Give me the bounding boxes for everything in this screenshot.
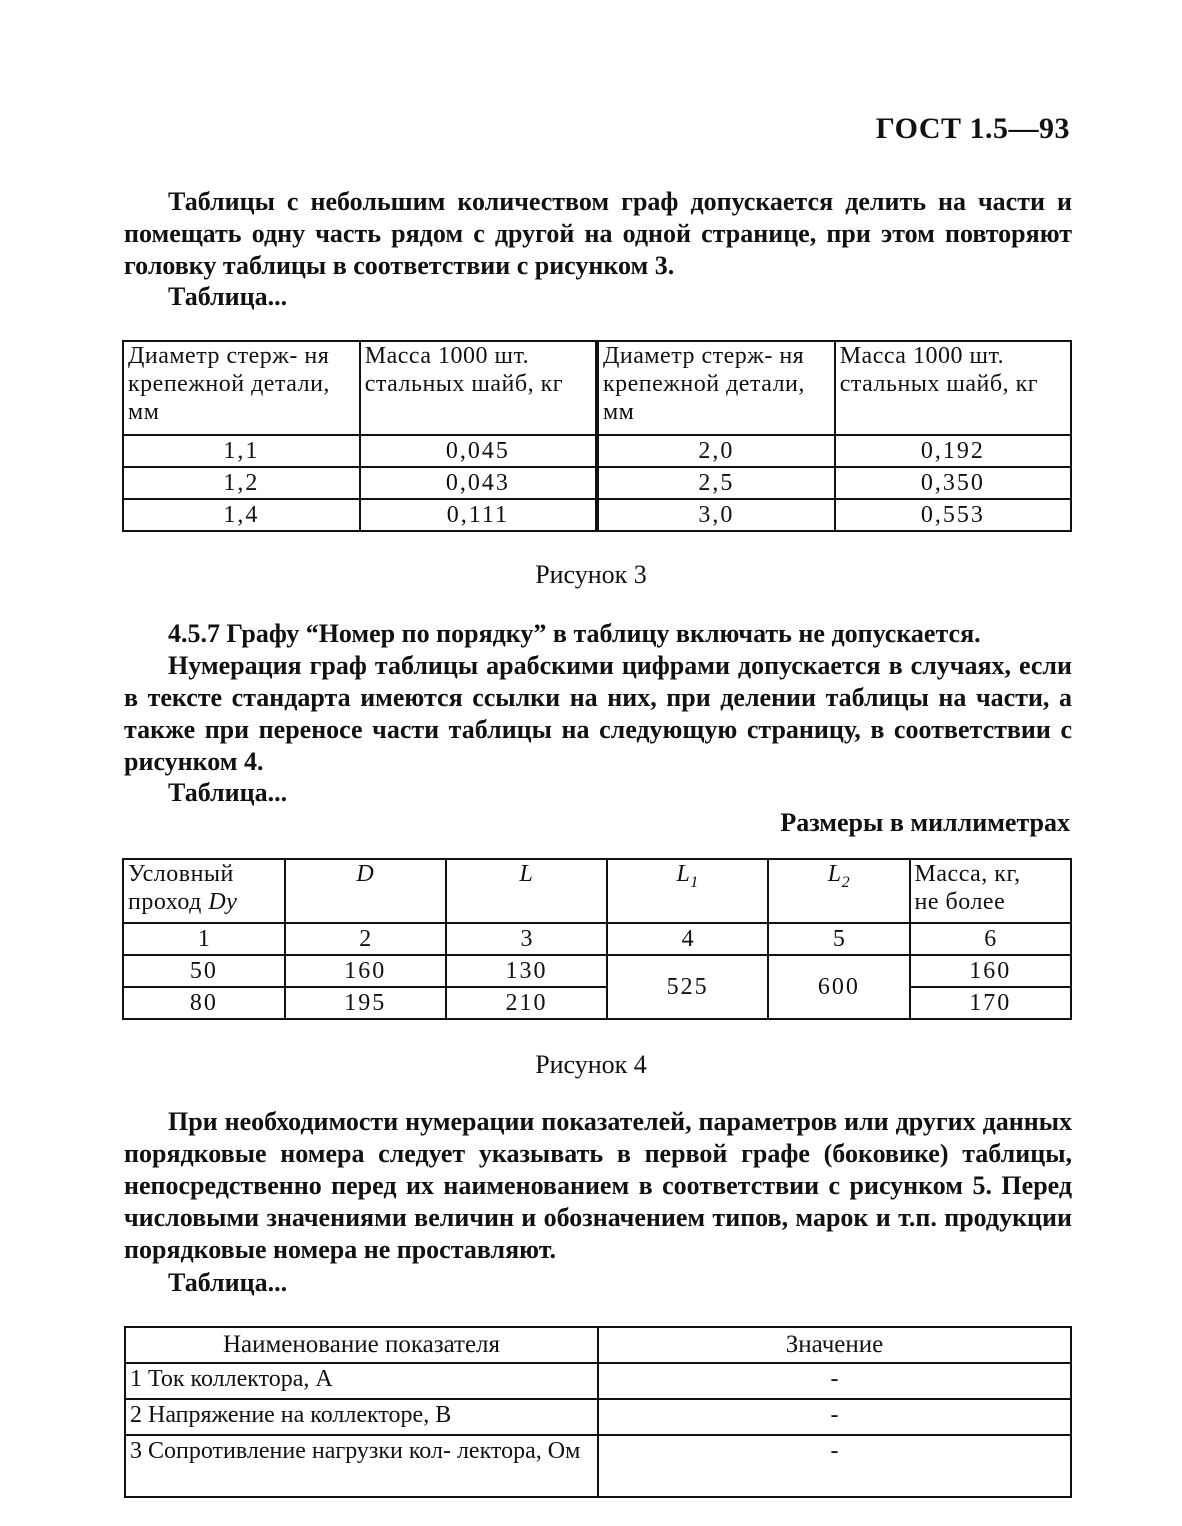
table-label: Таблица...	[168, 282, 288, 311]
table-row	[123, 435, 1071, 467]
table-cell: 1,2	[123, 467, 360, 499]
table-cell: -	[598, 1435, 1071, 1497]
table-cell: 160	[285, 955, 446, 987]
table-row	[123, 955, 1071, 987]
units-note: Размеры в миллиметрах	[780, 808, 1070, 837]
washer-mass-table	[122, 340, 1072, 532]
table-cell: 3 Сопротивление нагрузки кол- лектора, Ом	[125, 1435, 598, 1497]
paragraph-tables-division: Таблицы с небольшим количеством граф допускается делить на части и помещать одну часть рядом с другой на одной странице, при этом повторяют головку таблицы в соответствии с рисунком 3.	[124, 187, 1072, 280]
table-row	[125, 1363, 1071, 1399]
column-number: 3	[446, 923, 607, 955]
paragraph-row-numbering: При необходимости нумерации показателей, параметров или других данных порядковые номера следует указывать в первой графе (боковике) таблицы, непосредственно перед их наименованием в соответствии с рисунком 5. Перед числовыми значениями величин и обозначением типов, марок и т.п. продукции порядковые номера не проставляют.	[124, 1107, 1072, 1264]
table-cell: 0,553	[835, 499, 1071, 531]
dimensions-table	[122, 858, 1072, 1020]
column-number-row	[123, 923, 1071, 955]
table-cell: 0,043	[360, 467, 597, 499]
table-row	[123, 987, 1071, 1019]
table-cell: 0,045	[360, 435, 597, 467]
table-cell: 1 Ток коллектора, А	[125, 1363, 598, 1399]
table-header-cell: Наименование показателя	[125, 1327, 598, 1363]
column-number: 1	[123, 923, 285, 955]
table-cell: 80	[123, 987, 285, 1019]
table-cell: 2,5	[597, 467, 835, 499]
table-cell: 0,350	[835, 467, 1071, 499]
table-cell: 2,0	[597, 435, 835, 467]
table-cell: -	[598, 1399, 1071, 1435]
document-code: ГОСТ 1.5—93	[875, 112, 1070, 145]
table-cell: 0,111	[360, 499, 597, 531]
table-cell: 2 Напряжение на коллекторе, В	[125, 1399, 598, 1435]
table-cell: 160	[910, 955, 1071, 987]
table-cell: 170	[910, 987, 1071, 1019]
table-cell: 210	[446, 987, 607, 1019]
table-cell: 1,1	[123, 435, 360, 467]
paragraph-column-numbering: Нумерация граф таблицы арабскими цифрами допускается в случаях, если в тексте стандарта имеются ссылки на них, при делении таблицы на части, а также при переносе части таблицы на следующую страницу, в соответствии с рисунком 4.	[124, 651, 1072, 776]
table-header-cell: Значение	[598, 1327, 1071, 1363]
paragraph-section-457: 4.5.7 Графу “Номер по порядку” в таблицу включать не допускается.	[168, 619, 981, 648]
table-cell: 1,4	[123, 499, 360, 531]
table-header-cell: Диаметр стерж- ня крепежной детали, мм	[597, 341, 835, 435]
table-cell: 130	[446, 955, 607, 987]
indicators-table	[124, 1326, 1072, 1498]
table-cell: -	[598, 1363, 1071, 1399]
table-header-cell: Масса 1000 шт. стальных шайб, кг	[835, 341, 1071, 435]
table-header-cell: D	[285, 859, 446, 923]
column-number: 4	[607, 923, 768, 955]
table-label: Таблица...	[168, 778, 288, 807]
table-cell: 525	[607, 955, 768, 1019]
table-cell: 195	[285, 987, 446, 1019]
table-header-cell: Масса 1000 шт. стальных шайб, кг	[360, 341, 597, 435]
table-header-cell: Диаметр стерж- ня крепежной детали, мм	[123, 341, 360, 435]
table-row	[125, 1435, 1071, 1497]
column-number: 5	[768, 923, 909, 955]
figure-caption: Рисунок 3	[535, 560, 647, 589]
table-row	[123, 499, 1071, 531]
table-header-cell: Масса, кг, не более	[910, 859, 1071, 923]
table-row	[125, 1399, 1071, 1435]
table-row	[123, 467, 1071, 499]
figure-caption: Рисунок 4	[535, 1050, 647, 1079]
table-cell: 50	[123, 955, 285, 987]
table-header-cell: Условный проход Dу	[123, 859, 285, 923]
column-number: 2	[285, 923, 446, 955]
table-label: Таблица...	[168, 1268, 288, 1297]
table-cell: 3,0	[597, 499, 835, 531]
table-header-cell: L	[446, 859, 607, 923]
table-cell: 600	[768, 955, 909, 1019]
table-header-cell: $L_2$	[768, 859, 909, 923]
table-header-cell: $L_1$	[607, 859, 768, 923]
table-cell: 0,192	[835, 435, 1071, 467]
column-number: 6	[910, 923, 1071, 955]
